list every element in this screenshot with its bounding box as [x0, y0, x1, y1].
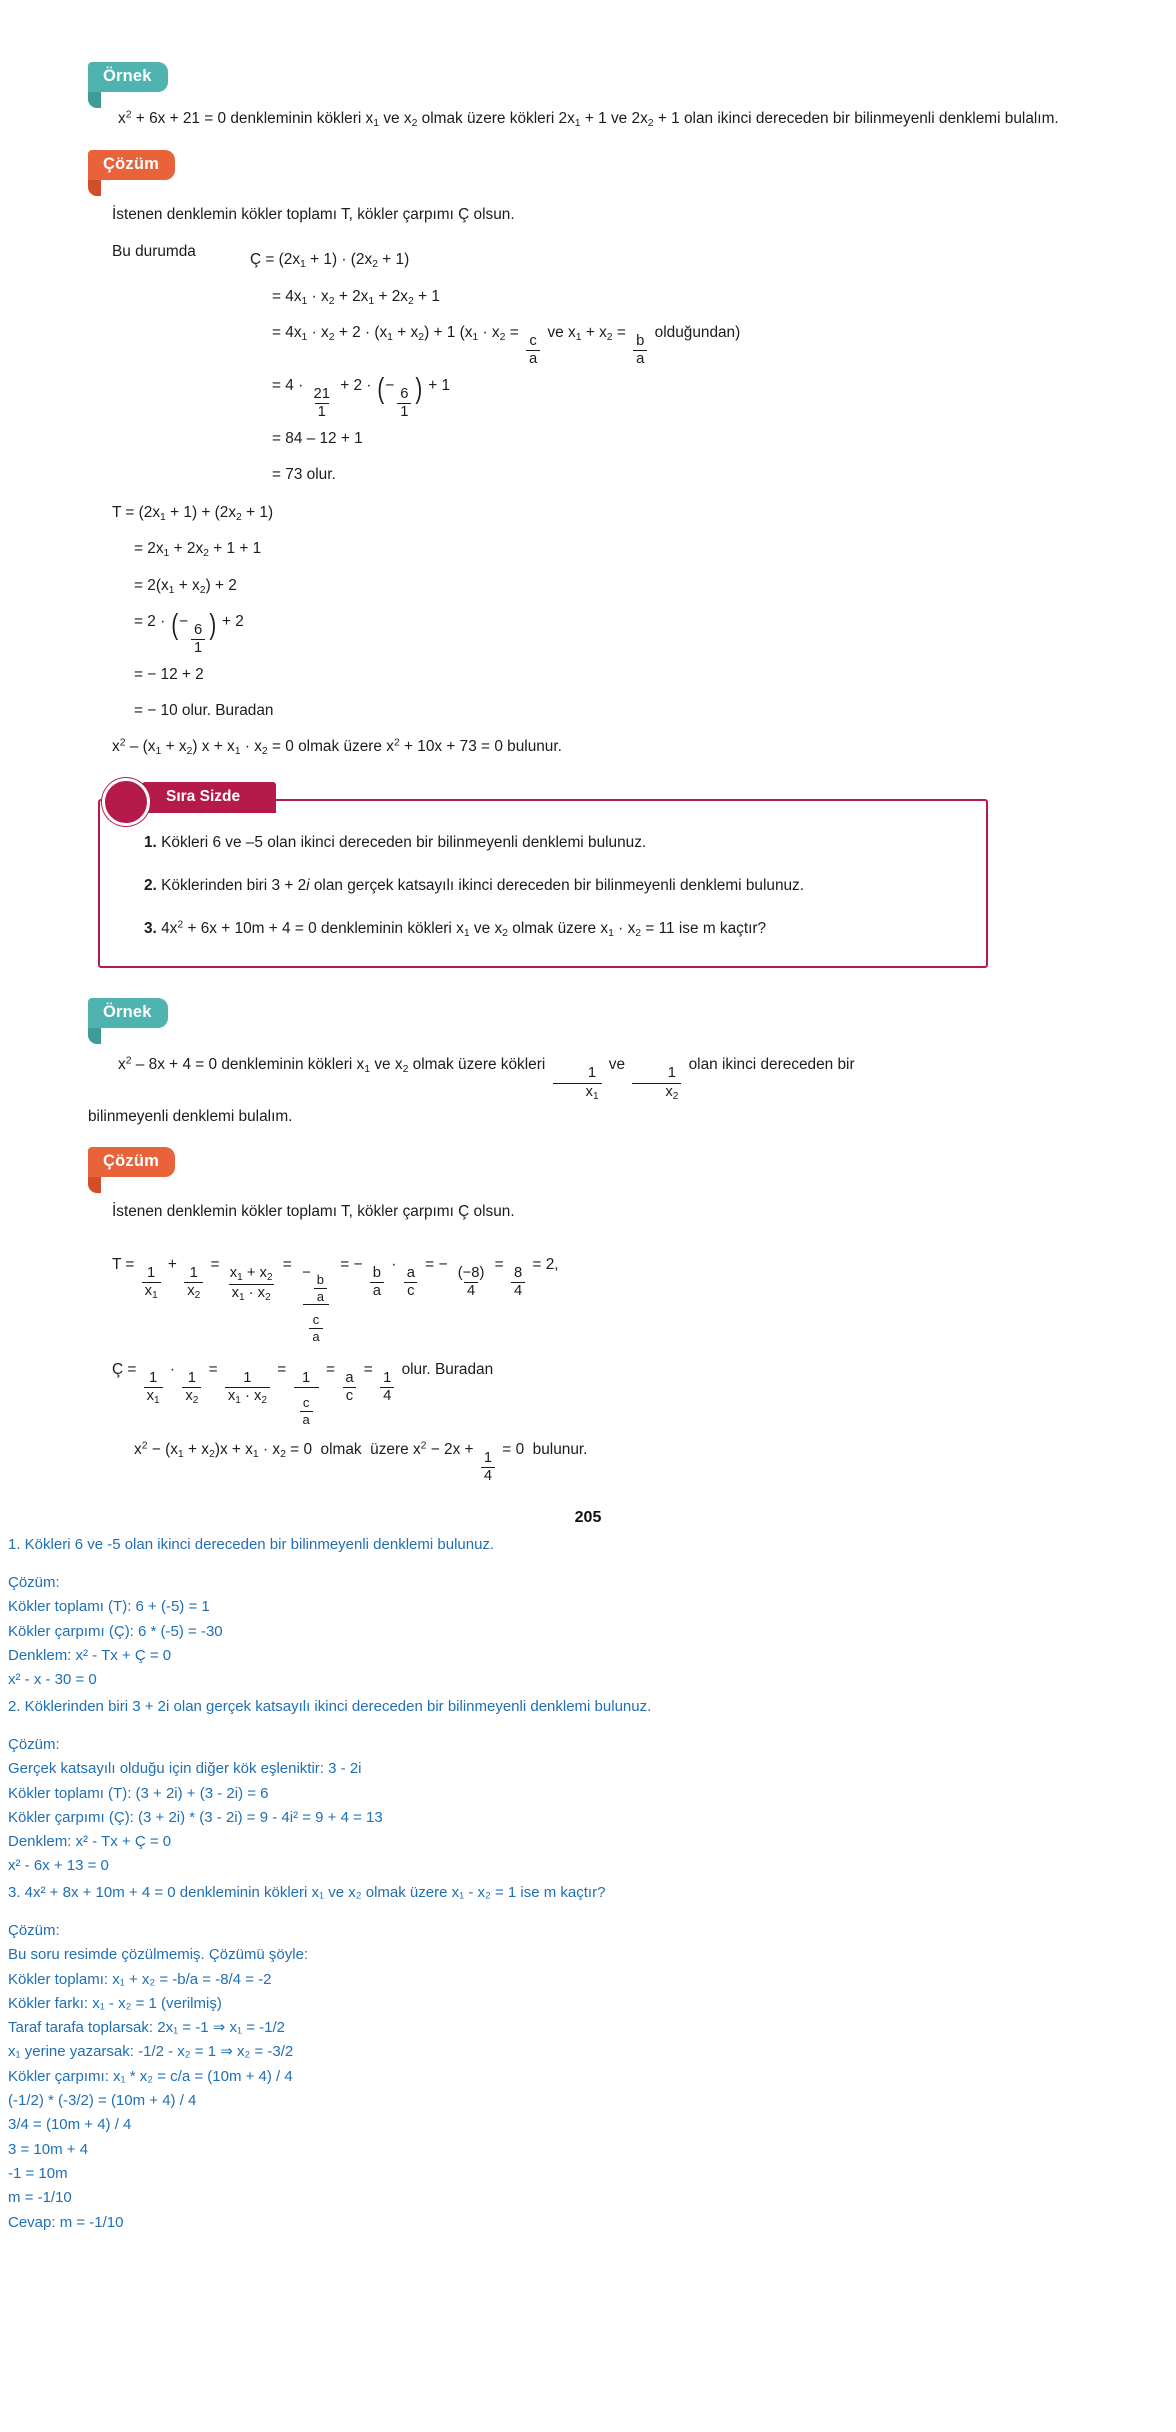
example1-statement: $x^2 + 6x + 21 = 0$ denkleminin kökleri $x_1$ ve $x_2$ olmak üzere kökleri $2x_1 + 1$ ve $2x_2 + 1$ olan ikinci dereceden bir bilinmeyenli denklemi bulalım.: [118, 109, 1059, 129]
answer-3-line-0: Bu soru resimde çözülmemiş. Çözümü şöyle:: [8, 1946, 309, 1964]
example2-c-tail: olur. Buradan: [401, 1360, 494, 1378]
c-step-1: Ç = $(2x_1 + 1) \cdot (2x_2 + 1)$: [250, 251, 410, 271]
bu-durumda-label: Bu durumda: [112, 243, 196, 261]
answer-3-line-9: -1 = 10m: [8, 2164, 68, 2182]
c-equation-block: [250, 242, 740, 493]
answer-2-line-0: Gerçek katsayılı olduğu için diğer kök eşleniktir: 3 - 2i: [8, 1760, 362, 1778]
ornek-tab-1: Örnek: [88, 62, 168, 92]
sira-sizde-box: [98, 788, 988, 968]
answer-2-solution-label: Çözüm:: [8, 1735, 60, 1753]
answer-3-line-6: (-1/2) * (-3/2) = (10m + 4) / 4: [8, 2092, 197, 2110]
answer-1-line-0: Kökler toplamı (T): 6 + (-5) = 1: [8, 1598, 210, 1616]
cozum-tab-2-row: [88, 1147, 1176, 1177]
cozum-tab-2: Çözüm: [88, 1147, 175, 1177]
answer-2-line-3: Denklem: x² - Tx + Ç = 0: [8, 1833, 172, 1851]
sira-sizde-item-3: 3. $4x^2 + 6x + 10m + 4 = 0$ denkleminin kökleri $x_1$ ve $x_2$ olmak üzere $x_1 \cdot x_2 = 11$ ise m kaçtır?: [144, 919, 767, 939]
answer-2-line-2: Kökler çarpımı (Ç): (3 + 2i) * (3 - 2i) = 9 - 4i² = 9 + 4 = 13: [8, 1808, 383, 1826]
example2-c-line: Ç = $\frac{1}{x_1}$ · $\frac{1}{x_2}$ = $\frac{1}{x_1 \cdot x_2}$ = $\frac{1}{\frac{c}{a}}$ = $\frac{a}{c}$ = $\frac{1}{4}$ olur. Buradan: [112, 1360, 494, 1428]
c-step-2: = $4x_1 \cdot x_2 + 2x_1 + 2x_2 + 1$: [272, 287, 440, 307]
example2-t-result: 2,: [545, 1255, 559, 1273]
t-step-2: = $2x_1 + 2x_2 + 1 + 1$: [134, 540, 262, 560]
answer-2-line-4: x² - 6x + 13 = 0: [8, 1857, 109, 1875]
answers-section: [0, 1527, 1176, 2265]
ornek-tab-2: Örnek: [88, 998, 168, 1028]
example2-statement: $x^2 - 8x + 4 = 0$ denkleminin kökleri $x_1$ ve $x_2$ olmak üzere kökleri $\frac{1}{x_1}$ ve $\frac{1}{x_2}$ olan ikinci dereceden bir bilinmeyenli denklemi bulalım.: [88, 1055, 855, 1126]
example2-final-line: $x^2 - (x_1 + x_2)x + x_1 \cdot x_2 = 0$ olmak üzere $x^2 - 2x$ + $\frac{1}{4}$ = 0 bulunur.: [134, 1440, 588, 1485]
sira-sizde-item-2: 2. Köklerinden biri 3 + 2i olan gerçek katsayılı ikinci dereceden bir bilinmeyenli denklemi bulunuz.: [144, 877, 805, 895]
t-step-5: = − 12 + 2: [134, 665, 204, 683]
cozum-tab-1: Çözüm: [88, 150, 175, 180]
page-number: 205: [574, 1508, 602, 1526]
answer-question-2: 2. Köklerinden biri 3 + 2i olan gerçek katsayılı ikinci dereceden bir bilinmeyenli denklemi bulunuz.: [8, 1697, 652, 1715]
answer-3-line-2: Kökler farkı: x₁ - x₂ = 1 (verilmiş): [8, 1994, 222, 2012]
t-step-3: = $2(x_1 + x_2) + 2$: [134, 576, 237, 596]
answer-3-line-3: Taraf tarafa toplarsak: 2x₁ = -1 ⇒ x₁ = -1/2: [8, 2019, 285, 2037]
example2-t-line: T = $\frac{1}{x_1}$ + $\frac{1}{x_2}$ = $\frac{x_1 + x_2}{x_1 \cdot x_2}$ = − $\frac{b}{a}$ $\frac{c}{a}$ = − $\frac{b}{a}$ · $\frac{a}{c}$ = − $\frac{(-8)}{4}$ = $\frac{8}{4}$ = 2,: [112, 1255, 559, 1345]
answer-3-solution-label: Çözüm:: [8, 1922, 60, 1939]
cozum-tab-1-row: [88, 150, 1176, 180]
c-step-5: = 84 – 12 + 1: [272, 429, 363, 447]
example1-c-chain: [0, 234, 1176, 493]
answer-3-line-10: m = -1/10: [8, 2189, 72, 2207]
answer-1-solution-label: Çözüm:: [8, 1574, 60, 1592]
answer-3-line-7: 3/4 = (10m + 4) / 4: [8, 2116, 132, 2134]
t-step-4: = 2 · (− $\frac{6}{1}$ ) + 2: [134, 609, 244, 657]
answer-3-line-5: Kökler çarpımı: x₁ * x₂ = c/a = (10m + 4) / 4: [8, 2067, 293, 2085]
answer-2-line-1: Kökler toplamı (T): (3 + 2i) + (3 - 2i) = 6: [8, 1784, 269, 1802]
t-step-6: = − 10 olur. Buradan: [134, 702, 274, 720]
answer-1-line-1: Kökler çarpımı (Ç): 6 * (-5) = -30: [8, 1622, 223, 1640]
ornek-tab-1-row: [88, 62, 1176, 92]
ornek-tab-2-row: [88, 998, 1176, 1028]
answer-3-line-8: 3 = 10m + 4: [8, 2140, 89, 2158]
example2-solution-intro: İstenen denklemin kökler toplamı T, kökler çarpımı Ç olsun.: [112, 1203, 515, 1221]
c-step-6: = 73 olur.: [272, 465, 336, 483]
t-equation-block: [112, 495, 1176, 765]
example1-final-line: $x^2 - (x_1 + x_2) x + x_1 \cdot x_2 = 0$ olmak üzere $x^2 + 10x + 73 = 0$ bulunur.: [112, 737, 562, 758]
answer-1-line-3: x² - x - 30 = 0: [8, 1671, 97, 1689]
c-step-4: = 4 · $\frac{21}{1}$ + 2 · (− $\frac{6}{1}$ ) + 1: [272, 373, 451, 421]
example2-equations: [112, 1239, 1176, 1485]
answer-question-1: 1. Kökleri 6 ve -5 olan ikinci dereceden bir bilinmeyenli denklemi bulunuz.: [8, 1535, 495, 1553]
answer-3-line-4: x₁ yerine yazarsak: -1/2 - x₂ = 1 ⇒ x₂ = -3/2: [8, 2043, 294, 2061]
sira-sizde-title: Sıra Sizde: [142, 782, 276, 813]
sira-sizde-item-1: 1. Kökleri 6 ve –5 olan ikinci dereceden bir bilinmeyenli denklemi bulunuz.: [144, 834, 647, 852]
c-step-3: = $4x_1 \cdot x_2 + 2 \cdot (x_1 + x_2) + 1$ ($x_1 \cdot x_2$ = $\frac{c}{a}$ ve $x_1 + x_2$ = $\frac{b}{a}$ olduğundan): [272, 323, 741, 368]
example1-solution-intro: İstenen denklemin kökler toplamı T, kökler çarpımı Ç olsun.: [112, 206, 515, 224]
answer-3-line-1: Kökler toplamı: x₁ + x₂ = -b/a = -8/4 = -2: [8, 1970, 272, 1988]
answer-1-line-2: Denklem: x² - Tx + Ç = 0: [8, 1647, 172, 1665]
answer-3-line-11: Cevap: m = -1/10: [8, 2213, 124, 2231]
t-step-1: $T = (2x_1 + 1) + (2x_2 + 1)$: [112, 504, 274, 524]
answer-question-3: 3. 4x² + 8x + 10m + 4 = 0 denkleminin kökleri x₁ ve x₂ olmak üzere x₁ - x₂ = 1 ise m kaçtır?: [8, 1883, 606, 1901]
